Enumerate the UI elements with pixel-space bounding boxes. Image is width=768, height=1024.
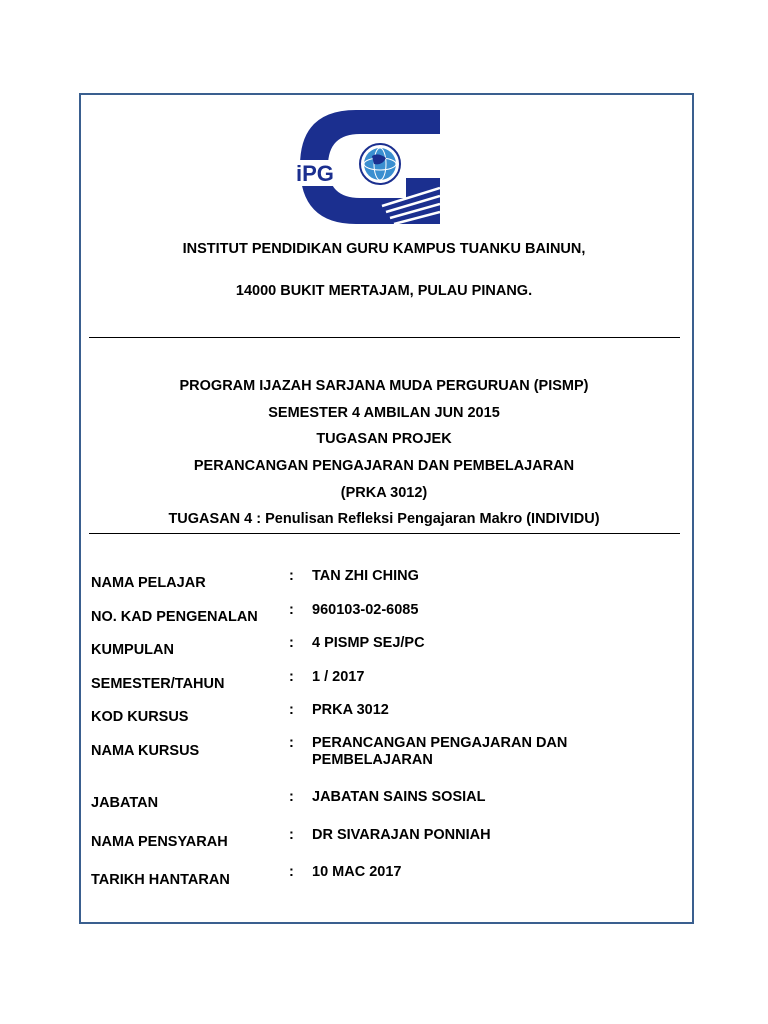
- label-course-code: KOD KURSUS: [91, 709, 189, 725]
- value-submission-date: 10 MAC 2017: [312, 864, 402, 880]
- label-ic-number: NO. KAD PENGENALAN: [91, 609, 258, 625]
- course-title: PERANCANGAN PENGAJARAN DAN PEMBELAJARAN: [193, 458, 575, 474]
- colon: :: [289, 635, 294, 651]
- svg-text:iPG: iPG: [296, 161, 334, 186]
- label-student-name: NAMA PELAJAR: [91, 575, 206, 591]
- program-title: PROGRAM IJAZAH SARJANA MUDA PERGURUAN (PISMP): [179, 378, 589, 394]
- value-course-name: PERANCANGAN PENGAJARAN DAN: [312, 735, 568, 751]
- institution-address: 14000 BUKIT MERTAJAM, PULAU PINANG.: [235, 283, 533, 299]
- value-ic-number: 960103-02-6085: [312, 602, 419, 618]
- colon: :: [289, 669, 294, 685]
- value-lecturer: DR SIVARAJAN PONNIAH: [312, 827, 491, 843]
- divider-bottom: [89, 533, 680, 534]
- value-group: 4 PISMP SEJ/PC: [312, 635, 425, 651]
- label-department: JABATAN: [91, 795, 159, 811]
- value-course-code: PRKA 3012: [312, 702, 389, 718]
- divider-top: [89, 337, 680, 338]
- colon: :: [289, 789, 294, 805]
- colon: :: [289, 702, 294, 718]
- colon: :: [289, 602, 294, 618]
- assignment-title: TUGASAN 4 : Penulisan Refleksi Pengajaran Makro (INDIVIDU): [168, 511, 600, 527]
- label-lecturer: NAMA PENSYARAH: [91, 834, 228, 850]
- colon: :: [289, 568, 294, 584]
- value-department: JABATAN SAINS SOSIAL: [312, 789, 486, 805]
- institution-name: INSTITUT PENDIDIKAN GURU KAMPUS TUANKU BAINUN,: [182, 241, 586, 257]
- value-student-name: TAN ZHI CHING: [312, 568, 419, 584]
- assignment-type: TUGASAN PROJEK: [316, 431, 452, 447]
- semester-intake: SEMESTER 4 AMBILAN JUN 2015: [268, 405, 500, 421]
- course-code: (PRKA 3012): [340, 485, 428, 501]
- label-submission-date: TARIKH HANTARAN: [91, 872, 230, 888]
- label-group: KUMPULAN: [91, 642, 174, 658]
- value-semester-year: 1 / 2017: [312, 669, 365, 685]
- colon: :: [289, 735, 294, 751]
- ipg-logo: [294, 108, 440, 230]
- colon: :: [289, 827, 294, 843]
- label-course-name: NAMA KURSUS: [91, 743, 200, 759]
- colon: :: [289, 864, 294, 880]
- value-course-name-line2: PEMBELAJARAN: [312, 752, 433, 768]
- label-semester-year: SEMESTER/TAHUN: [91, 676, 225, 692]
